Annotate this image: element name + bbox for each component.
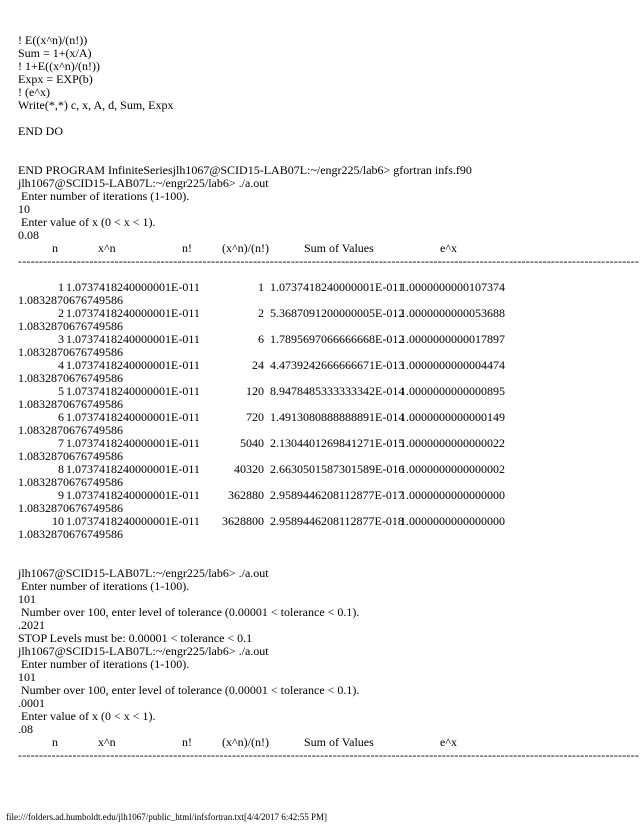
cell-sum: 1.0000000000000000 (400, 488, 505, 502)
cell-xn: 1.0737418240000001E-011 (66, 410, 200, 424)
cell-ratio: 5.3687091200000005E-012 (270, 306, 405, 320)
header-xn: x^n (98, 735, 116, 749)
header-ex: e^x (440, 735, 457, 749)
code-line: Write(*,*) c, x, A, d, Sum, Expx (18, 98, 174, 112)
cell-xn: 1.0737418240000001E-011 (66, 358, 200, 372)
table-header-row (18, 242, 578, 255)
header-sum: Sum of Values (304, 241, 374, 255)
cell-ratio: 2.1304401269841271E-015 (270, 436, 405, 450)
table-row (18, 463, 578, 476)
cell-fact: 120 (246, 384, 264, 398)
code-line (18, 112, 472, 125)
cell-ex: 1.0832870676749586 (18, 527, 123, 541)
divider-line: ---------------------------------------------------------------------------------------------------------------------------------------------------- (18, 254, 640, 268)
divider-line: ---------------------------------------------------------------------------------------------------------------------------------------------------- (18, 748, 640, 762)
cell-ex: 1.0832870676749586 (18, 345, 123, 359)
cell-ratio: 2.6630501587301589E-016 (270, 462, 405, 476)
cell-sum: 1.0000000000000022 (400, 436, 505, 450)
cell-xn: 1.0737418240000001E-011 (66, 384, 200, 398)
cell-sum: 1.0000000000107374 (400, 280, 505, 294)
cell-ex: 1.0832870676749586 (18, 293, 123, 307)
terminal-line: Enter number of iterations (1-100). (18, 189, 190, 203)
terminal-line: 10 (18, 202, 30, 216)
cell-n: 6 (58, 410, 64, 424)
cell-xn: 1.0737418240000001E-011 (66, 514, 200, 528)
table-row (18, 515, 578, 528)
header-ratio: (x^n)/(n!) (222, 241, 269, 255)
terminal-line: Enter value of x (0 < x < 1). (18, 215, 156, 229)
table-row (18, 489, 578, 502)
code-line: ! E((x^n)/(n!)) (18, 33, 88, 47)
cell-ratio: 8.9478485333333342E-014 (270, 384, 405, 398)
header-sum: Sum of Values (304, 735, 374, 749)
cell-n: 2 (58, 306, 64, 320)
terminal-line: 0.08 (18, 228, 39, 242)
cell-fact: 720 (246, 410, 264, 424)
header-ex: e^x (440, 241, 457, 255)
header-xn: x^n (98, 241, 116, 255)
code-listing (18, 34, 472, 242)
terminal-line: Number over 100, enter level of tolerance (0.00001 < tolerance < 0.1). (18, 683, 360, 697)
cell-n: 4 (58, 358, 64, 372)
cell-n: 9 (58, 488, 64, 502)
cell-fact: 2 (258, 306, 264, 320)
cell-n: 5 (58, 384, 64, 398)
terminal-line: .0001 (18, 696, 45, 710)
cell-ratio: 2.9589446208112877E-018 (270, 514, 404, 528)
cell-sum: 1.0000000000000000 (400, 514, 505, 528)
cell-ex: 1.0832870676749586 (18, 501, 123, 515)
cell-sum: 1.0000000000000002 (400, 462, 505, 476)
table-row (18, 385, 578, 398)
cell-fact: 24 (252, 358, 264, 372)
header-fact: n! (182, 735, 192, 749)
table-header-row-repeat (18, 736, 524, 749)
cell-xn: 1.0737418240000001E-011 (66, 488, 200, 502)
terminal-line: Enter number of iterations (1-100). (18, 657, 190, 671)
table-row (18, 411, 578, 424)
page-footer-url: file:///folders.ad.humboldt.edu/jlh1067/public_html/infsfortran.txt[4/4/2017 6:42:55 PM] (6, 812, 327, 822)
cell-ratio: 1.0737418240000001E-011 (270, 280, 404, 294)
header-fact: n! (182, 241, 192, 255)
cell-sum: 1.0000000000000895 (400, 384, 505, 398)
cell-xn: 1.0737418240000001E-011 (66, 436, 200, 450)
header-n: n (52, 241, 58, 255)
cell-fact: 5040 (240, 436, 264, 450)
cell-ex: 1.0832870676749586 (18, 423, 123, 437)
cell-xn: 1.0737418240000001E-011 (66, 280, 200, 294)
code-line: Expx = EXP(b) (18, 72, 93, 86)
code-line: ! (e^x) (18, 85, 50, 99)
cell-ratio: 1.7895697066666668E-012 (270, 332, 405, 346)
cell-n: 10 (52, 514, 64, 528)
cell-sum: 1.0000000000000149 (400, 410, 505, 424)
table-row (18, 333, 578, 346)
table-row (18, 281, 578, 294)
terminal-line: .2021 (18, 618, 45, 632)
cell-n: 1 (58, 280, 64, 294)
terminal-line: 101 (18, 670, 36, 684)
code-line (18, 138, 472, 151)
terminal-line: jlh1067@SCID15-LAB07L:~/engr225/lab6> ./a.out (18, 176, 269, 190)
cell-ex: 1.0832870676749586 (18, 371, 123, 385)
terminal-line: 101 (18, 592, 36, 606)
terminal-line: jlh1067@SCID15-LAB07L:~/engr225/lab6> ./a.out (18, 644, 269, 658)
cell-xn: 1.0737418240000001E-011 (66, 462, 200, 476)
cell-n: 3 (58, 332, 64, 346)
cell-fact: 3628800 (222, 514, 264, 528)
table-row (18, 307, 578, 320)
cell-n: 8 (58, 462, 64, 476)
cell-fact: 362880 (228, 488, 264, 502)
cell-ratio: 4.4739242666666671E-013 (270, 358, 405, 372)
table-row (18, 359, 578, 372)
cell-ratio: 1.4913080888888891E-014 (270, 410, 405, 424)
terminal-line: jlh1067@SCID15-LAB07L:~/engr225/lab6> ./a.out (18, 566, 269, 580)
cell-sum: 1.0000000000017897 (400, 332, 505, 346)
terminal-line: Number over 100, enter level of tolerance (0.00001 < tolerance < 0.1). (18, 605, 360, 619)
terminal-line: STOP Levels must be: 0.00001 < tolerance < 0.1 (18, 631, 253, 645)
cell-xn: 1.0737418240000001E-011 (66, 332, 200, 346)
output-table (18, 241, 640, 541)
cell-ratio: 2.9589446208112877E-017 (270, 488, 404, 502)
cell-ex: 1.0832870676749586 (18, 319, 123, 333)
terminal-line: Enter number of iterations (1-100). (18, 579, 190, 593)
table-row (18, 437, 578, 450)
terminal-line: Enter value of x (0 < x < 1). (18, 709, 156, 723)
code-line: ! 1+E((x^n)/(n!)) (18, 59, 101, 73)
terminal-line: END PROGRAM InfiniteSeriesjlh1067@SCID15-LAB07L:~/engr225/lab6> gfortran infs.f90 (18, 163, 472, 177)
code-line: END DO (18, 124, 63, 138)
cell-fact: 1 (258, 280, 264, 294)
cell-fact: 6 (258, 332, 264, 346)
terminal-line: .08 (18, 722, 33, 736)
cell-n: 7 (58, 436, 64, 450)
cell-xn: 1.0737418240000001E-011 (66, 306, 200, 320)
header-ratio: (x^n)/(n!) (222, 735, 269, 749)
header-n: n (52, 735, 58, 749)
code-line: Sum = 1+(x/A) (18, 46, 92, 60)
terminal-continued (18, 566, 640, 762)
cell-ex: 1.0832870676749586 (18, 449, 123, 463)
cell-ex: 1.0832870676749586 (18, 397, 123, 411)
cell-sum: 1.0000000000004474 (400, 358, 505, 372)
cell-sum: 1.0000000000053688 (400, 306, 505, 320)
cell-ex: 1.0832870676749586 (18, 475, 123, 489)
cell-fact: 40320 (234, 462, 264, 476)
